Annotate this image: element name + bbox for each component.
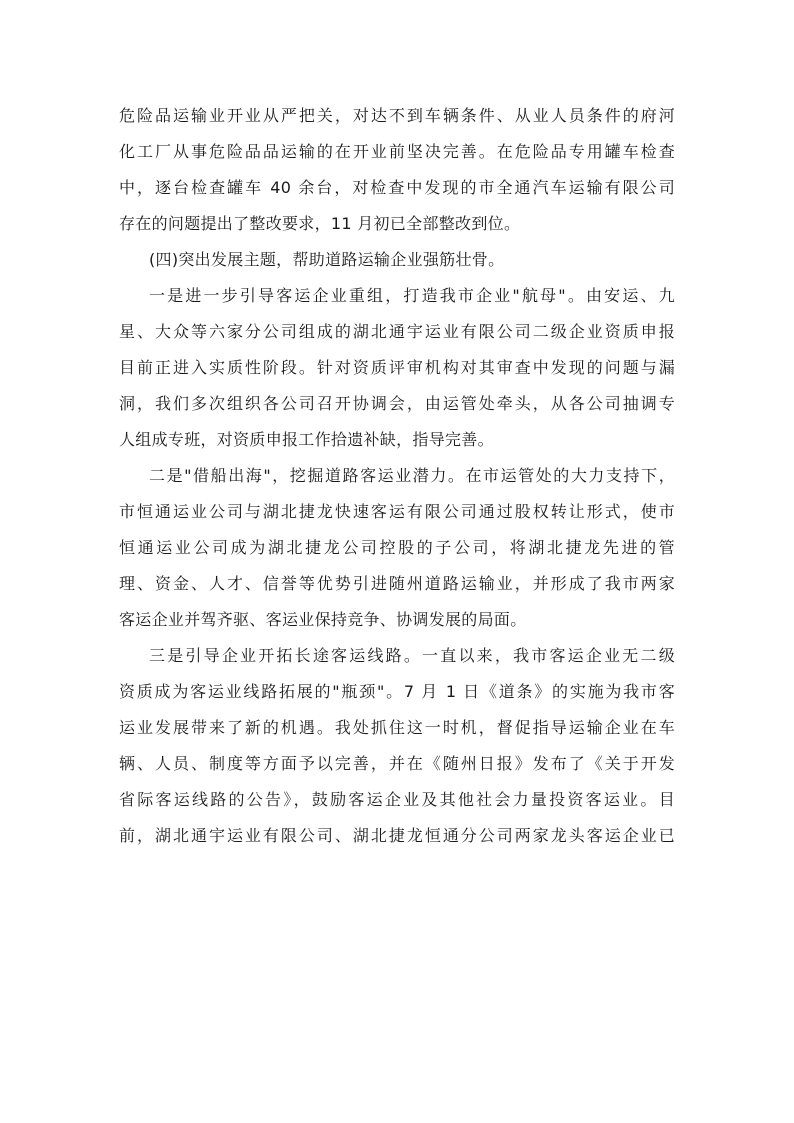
text-line: 辆、人员、制度等方面予以完善，并在《随州日报》发布了《关于开发 bbox=[119, 754, 675, 773]
text-line: 人组成专班，对资质申报工作拾遗补缺，指导完善。 bbox=[119, 430, 494, 449]
text-line: 化工厂从事危险品品运输的在开业前坚决完善。在危险品专用罐车检查 bbox=[119, 142, 675, 161]
text-line: 危险品运输业开业从严把关，对达不到车辆条件、从业人员条件的府河 bbox=[119, 106, 675, 125]
paragraph-dangerous-goods bbox=[119, 98, 675, 242]
text-line: 星、大众等六家分公司组成的湖北通宇运业有限公司二级企业资质申报 bbox=[119, 322, 675, 341]
text-line: 理、资金、人才、信誉等优势引进随州道路运输业，并形成了我市两家 bbox=[119, 574, 675, 593]
text-line: 运业发展带来了新的机遇。我处抓住这一时机，督促指导运输企业在车 bbox=[119, 718, 675, 737]
text-line: 省际客运线路的公告》，鼓励客运企业及其他社会力量投资客运业。目 bbox=[119, 790, 675, 809]
text-line: 前，湖北通宇运业有限公司、湖北捷龙恒通分公司两家龙头客运企业已 bbox=[119, 826, 675, 845]
text-line: 中，逐台检查罐车 40 余台，对检查中发现的市全通汽车运输有限公司 bbox=[119, 178, 675, 197]
text-line: 洞，我们多次组织各公司召开协调会，由运管处牵头，从各公司抽调专 bbox=[119, 394, 675, 413]
heading-text: (四)突出发展主题，帮助道路运输企业强筋壮骨。 bbox=[149, 250, 505, 269]
text-line: 二是"借船出海"，挖掘道路客运业潜力。在市运管处的大力支持下， bbox=[149, 466, 675, 485]
text-line: 一是进一步引导客运企业重组，打造我市企业"航母"。由安运、九 bbox=[149, 286, 675, 305]
paragraph-third-point bbox=[119, 638, 675, 854]
text-line: 恒通运业公司成为湖北捷龙公司控股的子公司，将湖北捷龙先进的管 bbox=[119, 538, 675, 557]
document-body bbox=[119, 98, 675, 854]
text-line: 市恒通运业公司与湖北捷龙快速客运有限公司通过股权转让形式，使市 bbox=[119, 502, 675, 521]
section-heading bbox=[119, 242, 675, 278]
text-line: 资质成为客运业线路拓展的"瓶颈"。7 月 1 日《道条》的实施为我市客 bbox=[119, 682, 675, 701]
text-line: 三是引导企业开拓长途客运线路。一直以来，我市客运企业无二级 bbox=[149, 646, 675, 665]
text-line: 存在的问题提出了整改要求，11 月初已全部整改到位。 bbox=[119, 214, 521, 233]
text-line: 目前正进入实质性阶段。针对资质评审机构对其审查中发现的问题与漏 bbox=[119, 358, 675, 377]
text-line: 客运企业并驾齐驱、客运业保持竞争、协调发展的局面。 bbox=[119, 610, 527, 629]
paragraph-first-point bbox=[119, 278, 675, 458]
paragraph-second-point bbox=[119, 458, 675, 638]
